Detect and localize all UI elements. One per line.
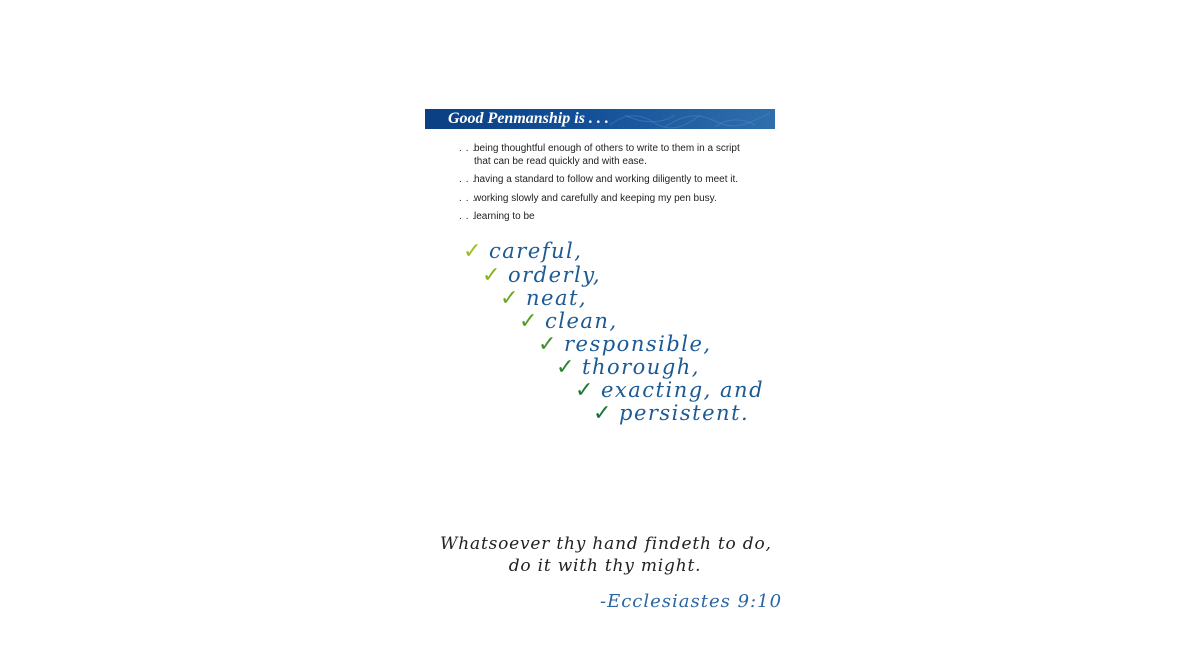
virtue-word: persistent. bbox=[619, 401, 750, 425]
virtue-word: exacting, and bbox=[601, 378, 765, 402]
ellipsis: . . . bbox=[459, 174, 476, 185]
title-banner bbox=[425, 109, 775, 129]
virtue-item bbox=[519, 309, 618, 333]
checkmark-icon: ✓ bbox=[538, 332, 557, 357]
scripture-quote bbox=[440, 533, 770, 577]
definition-item bbox=[459, 174, 759, 187]
ellipsis: . . . bbox=[459, 192, 476, 204]
definition-text-line: that can be read quickly and with ease. bbox=[474, 155, 647, 167]
definition-text: having a standard to follow and working diligently to meet it. bbox=[474, 174, 739, 185]
definition-item bbox=[459, 193, 759, 206]
definition-text bbox=[474, 143, 759, 168]
virtue-item bbox=[463, 239, 582, 263]
virtue-word: responsible, bbox=[564, 332, 712, 356]
definition-list bbox=[459, 143, 759, 230]
virtue-word: thorough, bbox=[582, 355, 700, 379]
virtue-word: clean, bbox=[545, 309, 618, 333]
checkmark-icon: ✓ bbox=[463, 239, 482, 264]
virtue-item bbox=[556, 355, 700, 379]
virtue-item bbox=[575, 378, 764, 402]
ellipsis: . . . bbox=[459, 143, 476, 154]
definition-text: learning to be bbox=[474, 211, 535, 222]
virtue-word: careful, bbox=[489, 239, 583, 263]
definition-item bbox=[459, 211, 759, 224]
checkmark-icon: ✓ bbox=[500, 286, 519, 311]
checkmark-icon: ✓ bbox=[519, 309, 538, 334]
ellipsis: . . . bbox=[459, 211, 476, 222]
virtue-item bbox=[482, 263, 601, 287]
quote-line: Whatsoever thy hand findeth to do, bbox=[440, 534, 772, 554]
scripture-reference: -Ecclesiastes 9:10 bbox=[600, 591, 783, 612]
checkmark-icon: ✓ bbox=[482, 263, 501, 288]
page-title: Good Penmanship is . . . bbox=[448, 110, 609, 127]
virtue-item bbox=[500, 286, 587, 310]
definition-text-line: being thoughtful enough of others to write to them in a script bbox=[474, 143, 740, 154]
virtue-item bbox=[593, 401, 749, 425]
virtue-item bbox=[538, 332, 712, 356]
quote-line: do it with thy might. bbox=[508, 556, 702, 576]
checkmark-icon: ✓ bbox=[575, 378, 594, 403]
definition-item bbox=[459, 143, 759, 168]
virtue-word: neat, bbox=[526, 286, 588, 310]
checkmark-icon: ✓ bbox=[556, 355, 575, 380]
definition-text: working slowly and carefully and keeping my pen busy. bbox=[474, 192, 717, 204]
virtue-word: orderly, bbox=[508, 263, 602, 287]
checkmark-icon: ✓ bbox=[593, 401, 612, 426]
